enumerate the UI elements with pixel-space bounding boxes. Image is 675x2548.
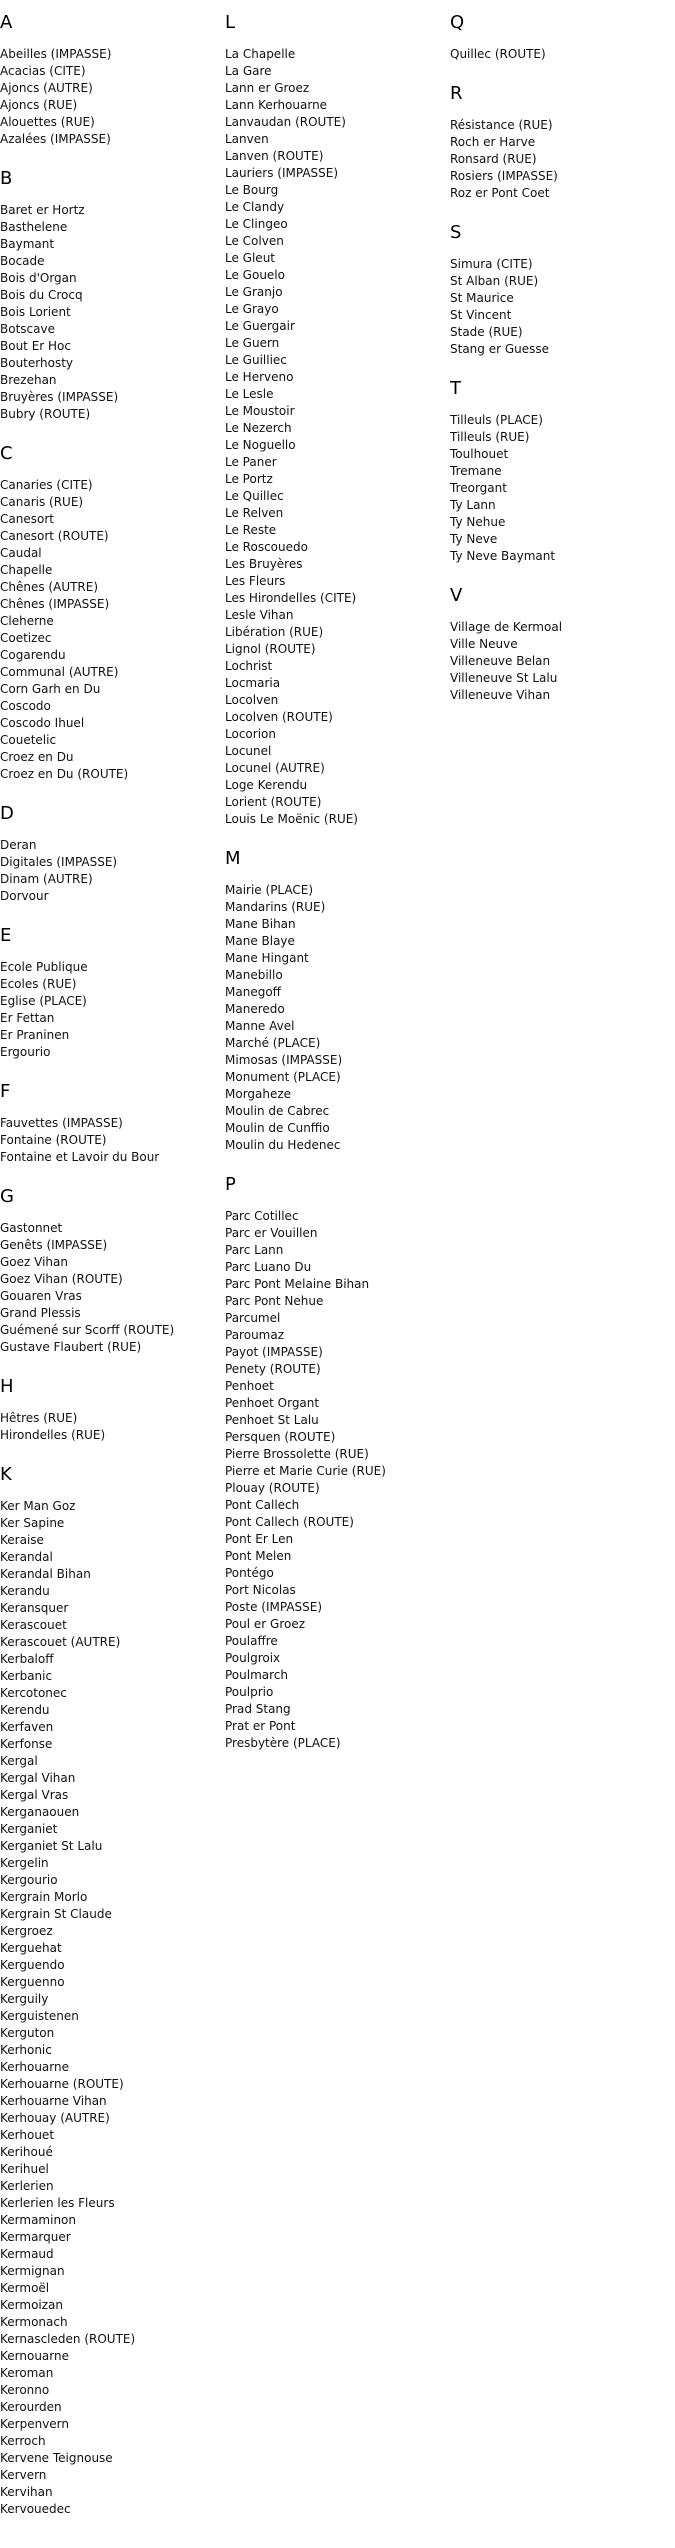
- section-letter: Q: [450, 12, 465, 33]
- street-name[interactable]: Pont Melen: [225, 1549, 292, 1563]
- street-name[interactable]: Kernascleden (ROUTE): [0, 2332, 136, 2346]
- street-name[interactable]: Village de Kermoal: [450, 620, 563, 634]
- street-name[interactable]: Bois Lorient: [0, 305, 71, 319]
- street-name[interactable]: Moulin du Hedenec: [225, 1138, 341, 1152]
- section-letter: S: [450, 222, 462, 243]
- street-name[interactable]: Kergal Vihan: [0, 1771, 76, 1785]
- street-list: [225, 46, 445, 828]
- street-name[interactable]: Kerganiet: [0, 1822, 58, 1836]
- street-name[interactable]: Parc Luano Du: [225, 1260, 312, 1274]
- street-name[interactable]: Acacias (CITE): [0, 64, 86, 78]
- letter-section: [0, 1081, 220, 1166]
- street-name[interactable]: Pontégo: [225, 1566, 274, 1580]
- street-name[interactable]: Bois d'Organ: [0, 271, 77, 285]
- street-name[interactable]: Parc Pont Melaine Bihan: [225, 1277, 370, 1291]
- street-name[interactable]: Baymant: [0, 237, 55, 251]
- street-name[interactable]: Lanven (ROUTE): [225, 149, 324, 163]
- street-name[interactable]: Dorvour: [0, 889, 49, 903]
- street-name[interactable]: Lann Kerhouarne: [225, 98, 328, 112]
- street-name[interactable]: Kerhouay (AUTRE): [0, 2111, 110, 2125]
- street-name[interactable]: Bout Er Hoc: [0, 339, 71, 353]
- street-name[interactable]: Ajoncs (AUTRE): [0, 81, 93, 95]
- street-name[interactable]: Kerganaouen: [0, 1805, 80, 1819]
- section-letter: G: [0, 1186, 14, 1207]
- street-name[interactable]: Coetizec: [0, 631, 52, 645]
- street-name[interactable]: Ecoles (RUE): [0, 977, 77, 991]
- street-name[interactable]: Mandarins (RUE): [225, 900, 326, 914]
- street-name[interactable]: Guémené sur Scorff (ROUTE): [0, 1323, 175, 1337]
- street-name[interactable]: Kerfaven: [0, 1720, 54, 1734]
- street-name[interactable]: Le Quillec: [225, 489, 284, 503]
- street-name[interactable]: Locunel (AUTRE): [225, 761, 325, 775]
- street-list: [225, 882, 445, 1154]
- street-name[interactable]: Kerbanic: [0, 1669, 53, 1683]
- street-name[interactable]: Rosiers (IMPASSE): [450, 169, 558, 183]
- street-name[interactable]: Poste (IMPASSE): [225, 1600, 323, 1614]
- street-name[interactable]: Pierre et Marie Curie (RUE): [225, 1464, 386, 1478]
- street-name[interactable]: Manegoff: [225, 985, 281, 999]
- street-name[interactable]: Pont Er Len: [225, 1532, 294, 1546]
- street-name[interactable]: Couetelic: [0, 733, 57, 747]
- street-name[interactable]: Tilleuls (RUE): [450, 430, 530, 444]
- street-name[interactable]: Azalées (IMPASSE): [0, 132, 111, 146]
- section-letter: L: [225, 12, 236, 33]
- street-name[interactable]: Fontaine et Lavoir du Bour: [0, 1150, 160, 1164]
- street-name[interactable]: Kermoël: [0, 2281, 50, 2295]
- street-list: [0, 46, 220, 148]
- street-name[interactable]: Er Fettan: [0, 1011, 55, 1025]
- street-list: [450, 412, 670, 565]
- street-name[interactable]: Keroman: [0, 2366, 54, 2380]
- street-name[interactable]: Locmaria: [225, 676, 281, 690]
- street-list: [0, 1410, 220, 1444]
- street-name[interactable]: Keronno: [0, 2383, 50, 2397]
- street-name[interactable]: Le Guilliec: [225, 353, 287, 367]
- street-name[interactable]: Corn Garh en Du: [0, 682, 101, 696]
- street-name[interactable]: Ker Man Goz: [0, 1499, 76, 1513]
- street-name[interactable]: Louis Le Moënic (RUE): [225, 812, 358, 826]
- street-name[interactable]: Fontaine (ROUTE): [0, 1133, 107, 1147]
- street-name[interactable]: Roz er Pont Coet: [450, 186, 550, 200]
- street-list: [0, 1115, 220, 1166]
- street-name[interactable]: Ty Neve: [450, 532, 498, 546]
- section-letter: C: [0, 443, 13, 464]
- street-name[interactable]: Kerhouarne (ROUTE): [0, 2077, 124, 2091]
- street-name[interactable]: Prat er Pont: [225, 1719, 296, 1733]
- section-letter: V: [450, 585, 463, 606]
- street-name[interactable]: Gouaren Vras: [0, 1289, 82, 1303]
- street-name[interactable]: Kerhonic: [0, 2043, 52, 2057]
- street-name[interactable]: Le Lesle: [225, 387, 274, 401]
- letter-section: [0, 1464, 220, 2518]
- street-name[interactable]: Penhoet St Lalu: [225, 1413, 319, 1427]
- street-name[interactable]: Brezehan: [0, 373, 57, 387]
- letter-section: [225, 848, 445, 1154]
- street-name[interactable]: Lochrist: [225, 659, 273, 673]
- street-name[interactable]: Canaries (CITE): [0, 478, 93, 492]
- street-name[interactable]: Parc er Vouillen: [225, 1226, 318, 1240]
- street-name[interactable]: Hirondelles (RUE): [0, 1428, 106, 1442]
- street-name[interactable]: Kergrain St Claude: [0, 1907, 112, 1921]
- letter-section: [0, 1186, 220, 1356]
- section-letter: F: [0, 1081, 11, 1102]
- street-name[interactable]: La Chapelle: [225, 47, 296, 61]
- street-name[interactable]: Goez Vihan: [0, 1255, 68, 1269]
- street-name[interactable]: Le Reste: [225, 523, 277, 537]
- street-name[interactable]: Kerguenno: [0, 1975, 65, 1989]
- street-name[interactable]: Ty Lann: [450, 498, 496, 512]
- street-name[interactable]: Kerguendo: [0, 1958, 65, 1972]
- street-name[interactable]: Le Clingeo: [225, 217, 288, 231]
- street-name[interactable]: Cogarendu: [0, 648, 66, 662]
- street-name[interactable]: Canesort: [0, 512, 54, 526]
- street-name[interactable]: Mimosas (IMPASSE): [225, 1053, 343, 1067]
- street-name[interactable]: Maneredo: [225, 1002, 285, 1016]
- street-name[interactable]: Grand Plessis: [0, 1306, 81, 1320]
- street-name[interactable]: St Maurice: [450, 291, 514, 305]
- street-name[interactable]: Lignol (ROUTE): [225, 642, 316, 656]
- street-name[interactable]: Le Paner: [225, 455, 277, 469]
- index-column: [0, 12, 220, 2538]
- street-name[interactable]: Parc Cotillec: [225, 1209, 299, 1223]
- street-list: [0, 959, 220, 1061]
- street-name[interactable]: Locunel: [225, 744, 272, 758]
- street-name[interactable]: Bruyères (IMPASSE): [0, 390, 119, 404]
- street-name[interactable]: Les Hirondelles (CITE): [225, 591, 357, 605]
- street-name[interactable]: Goez Vihan (ROUTE): [0, 1272, 123, 1286]
- street-name[interactable]: Kerganiet St Lalu: [0, 1839, 103, 1853]
- section-letter: K: [0, 1464, 12, 1485]
- street-name[interactable]: Kerguehat: [0, 1941, 62, 1955]
- street-name[interactable]: Ecole Publique: [0, 960, 88, 974]
- street-name[interactable]: Poulgroix: [225, 1651, 281, 1665]
- street-name[interactable]: Parc Pont Nehue: [225, 1294, 324, 1308]
- street-name[interactable]: Chênes (IMPASSE): [0, 597, 110, 611]
- street-name[interactable]: Bubry (ROUTE): [0, 407, 91, 421]
- street-name[interactable]: Le Relven: [225, 506, 284, 520]
- street-list: [225, 1208, 445, 1752]
- street-list: [450, 117, 670, 202]
- street-name[interactable]: Er Praninen: [0, 1028, 70, 1042]
- street-name[interactable]: Payot (IMPASSE): [225, 1345, 323, 1359]
- street-name[interactable]: Kerascouet: [0, 1618, 67, 1632]
- street-name[interactable]: Kermignan: [0, 2264, 65, 2278]
- street-name[interactable]: Le Moustoir: [225, 404, 295, 418]
- street-name[interactable]: Kergroez: [0, 1924, 53, 1938]
- street-name[interactable]: Kerhouarne: [0, 2060, 69, 2074]
- street-name[interactable]: Parc Lann: [225, 1243, 284, 1257]
- street-name[interactable]: Parcumel: [225, 1311, 281, 1325]
- street-name[interactable]: Kerandal Bihan: [0, 1567, 91, 1581]
- street-name[interactable]: Lanvaudan (ROUTE): [225, 115, 346, 129]
- street-name[interactable]: Poulmarch: [225, 1668, 289, 1682]
- street-name[interactable]: Kermaminon: [0, 2213, 76, 2227]
- street-name[interactable]: Locolven (ROUTE): [225, 710, 333, 724]
- section-letter: M: [225, 848, 241, 869]
- street-name[interactable]: Ergourio: [0, 1045, 51, 1059]
- letter-section: [450, 222, 670, 358]
- street-name[interactable]: Marché (PLACE): [225, 1036, 321, 1050]
- street-list: [0, 477, 220, 783]
- street-name[interactable]: Gustave Flaubert (RUE): [0, 1340, 142, 1354]
- street-name[interactable]: Le Guern: [225, 336, 280, 350]
- street-name[interactable]: Le Bourg: [225, 183, 279, 197]
- street-name[interactable]: Lorient (ROUTE): [225, 795, 322, 809]
- street-name[interactable]: Le Granjo: [225, 285, 283, 299]
- street-name[interactable]: Mane Bihan: [225, 917, 296, 931]
- street-name[interactable]: Presbytère (PLACE): [225, 1736, 341, 1750]
- street-name[interactable]: Pierre Brossolette (RUE): [225, 1447, 369, 1461]
- street-name[interactable]: Penhoet: [225, 1379, 274, 1393]
- street-name[interactable]: Kerandal: [0, 1550, 53, 1564]
- letter-section: [0, 443, 220, 783]
- street-name[interactable]: Poul er Groez: [225, 1617, 306, 1631]
- street-name[interactable]: Mane Blaye: [225, 934, 295, 948]
- street-name[interactable]: Kerlerien les Fleurs: [0, 2196, 115, 2210]
- letter-section: [225, 12, 445, 828]
- street-list: [450, 256, 670, 358]
- street-name[interactable]: Kerourden: [0, 2400, 62, 2414]
- street-name[interactable]: Kergelin: [0, 1856, 49, 1870]
- street-name[interactable]: Le Gleut: [225, 251, 275, 265]
- section-letter: T: [450, 378, 461, 399]
- street-name[interactable]: Ronsard (RUE): [450, 152, 537, 166]
- street-name[interactable]: Kerguton: [0, 2026, 55, 2040]
- street-name[interactable]: Kergal Vras: [0, 1788, 69, 1802]
- section-letter: A: [0, 12, 13, 33]
- street-name[interactable]: Kermaud: [0, 2247, 54, 2261]
- street-name[interactable]: Abeilles (IMPASSE): [0, 47, 112, 61]
- street-name[interactable]: Digitales (IMPASSE): [0, 855, 118, 869]
- street-name[interactable]: Tremane: [450, 464, 502, 478]
- street-name[interactable]: Libération (RUE): [225, 625, 324, 639]
- street-name[interactable]: Kernouarne: [0, 2349, 69, 2363]
- street-name[interactable]: Bois du Crocq: [0, 288, 83, 302]
- street-name[interactable]: Communal (AUTRE): [0, 665, 119, 679]
- street-name[interactable]: Les Fleurs: [225, 574, 286, 588]
- street-list: [0, 202, 220, 423]
- letter-section: [0, 12, 220, 148]
- street-name[interactable]: Roch er Harve: [450, 135, 536, 149]
- street-name[interactable]: Coscodo: [0, 699, 51, 713]
- street-list: [0, 837, 220, 905]
- street-name[interactable]: Moulin de Cunffio: [225, 1121, 330, 1135]
- street-name[interactable]: Le Noguello: [225, 438, 296, 452]
- street-name[interactable]: Bouterhosty: [0, 356, 73, 370]
- street-name[interactable]: Villeneuve Belan: [450, 654, 551, 668]
- street-name[interactable]: Lann er Groez: [225, 81, 310, 95]
- street-name[interactable]: Lauriers (IMPASSE): [225, 166, 339, 180]
- street-name[interactable]: Kerfonse: [0, 1737, 53, 1751]
- street-name[interactable]: Le Colven: [225, 234, 284, 248]
- street-name[interactable]: Keransquer: [0, 1601, 69, 1615]
- street-name[interactable]: Kerihoué: [0, 2145, 53, 2159]
- street-name[interactable]: Baret er Hortz: [0, 203, 85, 217]
- street-list: [0, 1220, 220, 1356]
- street-name[interactable]: Gastonnet: [0, 1221, 63, 1235]
- street-name[interactable]: Kervene Teignouse: [0, 2451, 113, 2465]
- street-name[interactable]: Villeneuve St Lalu: [450, 671, 558, 685]
- street-name[interactable]: Fauvettes (IMPASSE): [0, 1116, 123, 1130]
- letter-section: [450, 585, 670, 704]
- street-name[interactable]: Lesle Vihan: [225, 608, 294, 622]
- section-letter: D: [0, 803, 14, 824]
- street-name[interactable]: Coscodo Ihuel: [0, 716, 85, 730]
- street-name[interactable]: Caudal: [0, 546, 42, 560]
- street-name[interactable]: Keraise: [0, 1533, 44, 1547]
- street-name[interactable]: Poulprio: [225, 1685, 274, 1699]
- street-name[interactable]: Chapelle: [0, 563, 53, 577]
- street-name[interactable]: La Gare: [225, 64, 272, 78]
- street-name[interactable]: Ville Neuve: [450, 637, 518, 651]
- street-name[interactable]: Stang er Guesse: [450, 342, 550, 356]
- street-name[interactable]: Canaris (RUE): [0, 495, 84, 509]
- street-name[interactable]: Penety (ROUTE): [225, 1362, 321, 1376]
- street-name[interactable]: Deran: [0, 838, 37, 852]
- street-name[interactable]: Mane Hingant: [225, 951, 309, 965]
- street-name[interactable]: Plouay (ROUTE): [225, 1481, 320, 1495]
- street-name[interactable]: Kerhouarne Vihan: [0, 2094, 107, 2108]
- street-name[interactable]: Ajoncs (RUE): [0, 98, 78, 112]
- street-name[interactable]: St Vincent: [450, 308, 512, 322]
- street-name[interactable]: Kerhouet: [0, 2128, 55, 2142]
- street-name[interactable]: Kerandu: [0, 1584, 50, 1598]
- street-name[interactable]: Kergrain Morlo: [0, 1890, 88, 1904]
- letter-section: [450, 83, 670, 202]
- street-name[interactable]: Manne Avel: [225, 1019, 295, 1033]
- street-name[interactable]: Kervihan: [0, 2485, 53, 2499]
- letter-section: [450, 12, 670, 63]
- street-name[interactable]: Paroumaz: [225, 1328, 285, 1342]
- street-name[interactable]: Résistance (RUE): [450, 118, 553, 132]
- letter-section: [0, 168, 220, 423]
- street-name[interactable]: Pont Callech: [225, 1498, 300, 1512]
- street-name[interactable]: Kermonach: [0, 2315, 68, 2329]
- street-name[interactable]: Dinam (AUTRE): [0, 872, 93, 886]
- street-name[interactable]: Les Bruyères: [225, 557, 303, 571]
- street-name[interactable]: Le Roscouedo: [225, 540, 308, 554]
- letter-section: [0, 803, 220, 905]
- street-name[interactable]: Chênes (AUTRE): [0, 580, 99, 594]
- street-name[interactable]: Alouettes (RUE): [0, 115, 95, 129]
- street-name[interactable]: St Alban (RUE): [450, 274, 539, 288]
- street-name[interactable]: Treorgant: [450, 481, 507, 495]
- street-list: [450, 46, 670, 63]
- street-name[interactable]: Kerpenvern: [0, 2417, 70, 2431]
- section-letter: E: [0, 925, 12, 946]
- street-name[interactable]: Penhoet Organt: [225, 1396, 320, 1410]
- street-name[interactable]: Lanven: [225, 132, 269, 146]
- street-name[interactable]: Villeneuve Vihan: [450, 688, 551, 702]
- street-name[interactable]: Le Grayo: [225, 302, 279, 316]
- street-name[interactable]: Le Portz: [225, 472, 273, 486]
- street-name[interactable]: Eglise (PLACE): [0, 994, 87, 1008]
- street-name[interactable]: Kervern: [0, 2468, 47, 2482]
- street-name[interactable]: Kergal: [0, 1754, 38, 1768]
- street-name[interactable]: Morgaheze: [225, 1087, 292, 1101]
- letter-section: [225, 1174, 445, 1752]
- street-name[interactable]: Stade (RUE): [450, 325, 523, 339]
- street-name[interactable]: Kerendu: [0, 1703, 50, 1717]
- street-name[interactable]: Kerroch: [0, 2434, 46, 2448]
- street-name[interactable]: Botscave: [0, 322, 55, 336]
- street-name[interactable]: Canesort (ROUTE): [0, 529, 109, 543]
- street-name[interactable]: Simura (CITE): [450, 257, 533, 271]
- section-letter: P: [225, 1174, 236, 1195]
- street-name[interactable]: Monument (PLACE): [225, 1070, 341, 1084]
- street-name[interactable]: Loge Kerendu: [225, 778, 308, 792]
- street-name[interactable]: Croez en Du: [0, 750, 74, 764]
- street-name[interactable]: Le Nezerch: [225, 421, 292, 435]
- street-name[interactable]: Quillec (ROUTE): [450, 47, 546, 61]
- street-list: [450, 619, 670, 704]
- letter-section: [0, 1376, 220, 1444]
- street-name[interactable]: Cleherne: [0, 614, 54, 628]
- street-name[interactable]: Poulaffre: [225, 1634, 278, 1648]
- street-name[interactable]: Locorion: [225, 727, 276, 741]
- street-name[interactable]: Kerguily: [0, 1992, 49, 2006]
- street-name[interactable]: Genêts (IMPASSE): [0, 1238, 108, 1252]
- street-name[interactable]: Croez en Du (ROUTE): [0, 767, 129, 781]
- street-list: [0, 1498, 220, 2518]
- letter-section: [0, 925, 220, 1061]
- street-name[interactable]: Prad Stang: [225, 1702, 291, 1716]
- street-name[interactable]: Hêtres (RUE): [0, 1411, 78, 1425]
- street-name[interactable]: Le Herveno: [225, 370, 294, 384]
- street-name[interactable]: Le Clandy: [225, 200, 285, 214]
- street-name[interactable]: Kercotonec: [0, 1686, 67, 1700]
- letter-section: [450, 378, 670, 565]
- index-column: [450, 12, 670, 724]
- street-name[interactable]: Manebillo: [225, 968, 283, 982]
- street-name[interactable]: Basthelene: [0, 220, 68, 234]
- street-name[interactable]: Kermarquer: [0, 2230, 71, 2244]
- street-name[interactable]: Ty Nehue: [450, 515, 506, 529]
- index-column: [225, 12, 445, 1772]
- street-name[interactable]: Tilleuls (PLACE): [450, 413, 543, 427]
- street-name[interactable]: Mairie (PLACE): [225, 883, 314, 897]
- street-name[interactable]: Kergourio: [0, 1873, 58, 1887]
- street-name[interactable]: Kerlerien: [0, 2179, 54, 2193]
- street-name[interactable]: Kerihuel: [0, 2162, 49, 2176]
- street-name[interactable]: Le Guergair: [225, 319, 295, 333]
- street-name[interactable]: Locolven: [225, 693, 279, 707]
- street-name[interactable]: Port Nicolas: [225, 1583, 296, 1597]
- street-name[interactable]: Bocade: [0, 254, 45, 268]
- street-name[interactable]: Kerbaloff: [0, 1652, 54, 1666]
- section-letter: B: [0, 168, 13, 189]
- street-name[interactable]: Moulin de Cabrec: [225, 1104, 330, 1118]
- street-name[interactable]: Pont Callech (ROUTE): [225, 1515, 354, 1529]
- street-name[interactable]: Ty Neve Baymant: [450, 549, 556, 563]
- section-letter: R: [450, 83, 463, 104]
- street-name[interactable]: Kerguistenen: [0, 2009, 79, 2023]
- street-name[interactable]: Toulhouet: [450, 447, 509, 461]
- street-name[interactable]: Kermoizan: [0, 2298, 63, 2312]
- street-name[interactable]: Le Gouelo: [225, 268, 285, 282]
- street-name[interactable]: Kerascouet (AUTRE): [0, 1635, 121, 1649]
- street-name[interactable]: Kervouedec: [0, 2502, 71, 2516]
- street-name[interactable]: Persquen (ROUTE): [225, 1430, 336, 1444]
- section-letter: H: [0, 1376, 14, 1397]
- street-name[interactable]: Ker Sapine: [0, 1516, 65, 1530]
